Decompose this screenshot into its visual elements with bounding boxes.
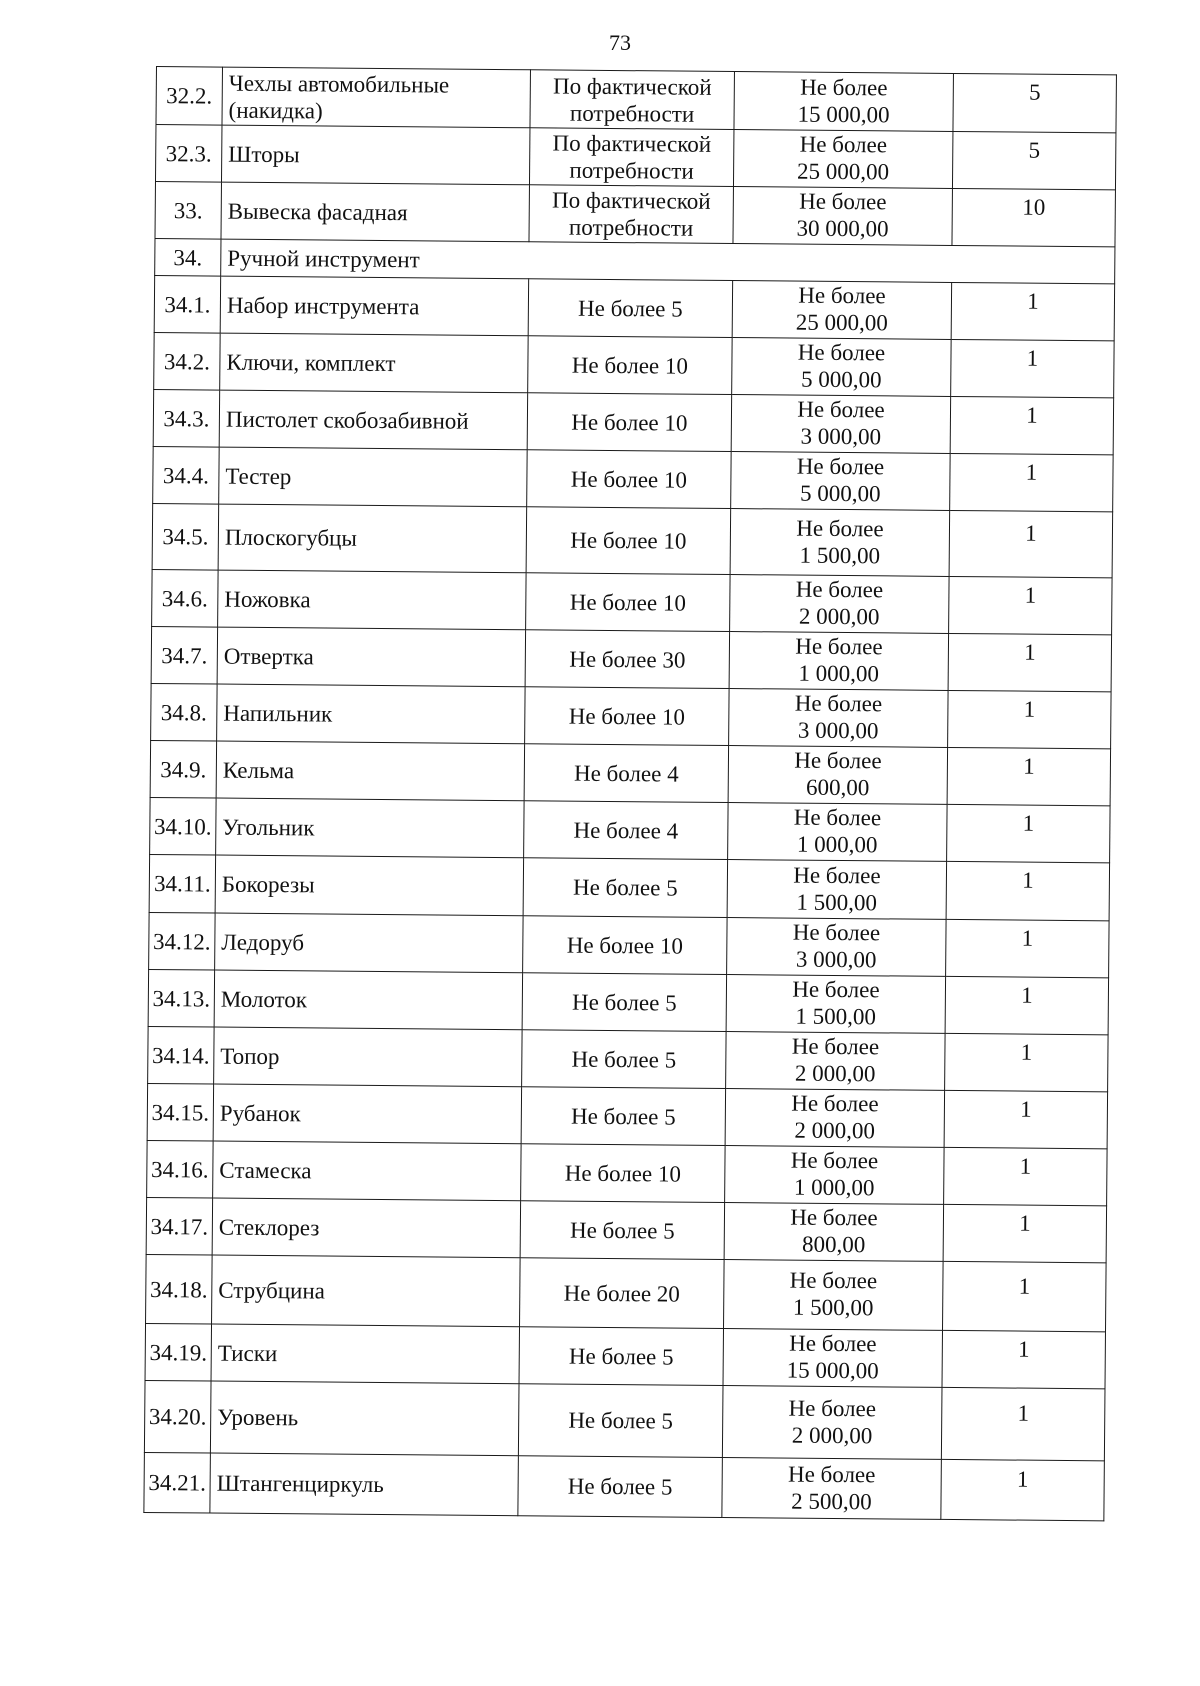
price-value: 1 000,00 [796,831,878,858]
table-row [146,1197,1106,1262]
price-value: 1 000,00 [793,1174,875,1201]
price-label: Не более [796,453,885,480]
table-row [154,275,1114,340]
table-row [144,1452,1104,1520]
item-name: Ножовка [218,570,526,630]
row-number: 34.4. [153,446,219,504]
item-name: Ключи, комплект [220,333,528,393]
table-row [146,1254,1107,1331]
item-term: 1 [945,1033,1108,1091]
item-term: 1 [947,804,1110,862]
price-value: 1 500,00 [792,1294,874,1321]
price-value: 2 000,00 [791,1422,873,1448]
row-number: 34.19. [145,1323,211,1381]
item-quantity: Не более 10 [523,916,727,975]
item-name: Пистолет скобозабивной [219,390,527,450]
item-term: 1 [944,1147,1107,1205]
price-value: 2 000,00 [794,1117,876,1144]
price-value: 30 000,00 [796,215,889,242]
table-row [152,503,1113,577]
item-term: 1 [942,1261,1106,1331]
item-price [728,803,947,862]
row-number: 34.7. [151,626,217,684]
item-term: 1 [951,282,1114,340]
item-quantity: Не более 5 [522,973,726,1032]
item-price [726,975,945,1034]
price-value: 5 000,00 [800,366,882,393]
price-value: 3 000,00 [795,946,877,973]
table-row [148,1026,1108,1091]
table-row [149,854,1109,920]
item-name: Плоскогубцы [218,504,527,573]
item-price [722,1385,942,1459]
price-label: Не более [791,1090,879,1117]
item-quantity: Не более 10 [528,336,732,395]
price-label: Не более [799,131,888,158]
row-number: 34.16. [147,1140,213,1198]
item-quantity: По фактической потребности [529,128,733,187]
item-term: 1 [950,453,1113,511]
item-quantity: Не более 10 [527,393,731,452]
price-label: Не более [794,747,882,774]
item-term: 1 [945,976,1108,1034]
item-quantity: Не более 5 [520,1201,724,1260]
item-term: 1 [942,1330,1105,1388]
item-quantity: Не более 4 [524,744,728,803]
table-row [153,389,1113,454]
item-price [730,575,949,634]
item-term: 5 [952,131,1115,189]
price-label: Не более [795,576,884,603]
item-price [729,689,948,748]
norms-table [143,66,1117,1521]
price-label: Не более [792,976,880,1003]
item-name: Топор [214,1027,522,1087]
item-price [727,918,946,977]
item-name: Тиски [211,1324,519,1384]
item-price [731,452,950,511]
price-value: 1 500,00 [795,1003,877,1030]
item-name: Стеклорез [212,1198,520,1258]
item-name: Шторы [221,125,529,185]
table-row [150,740,1110,805]
item-term: 1 [948,633,1111,691]
table-row [152,569,1112,634]
item-quantity: По фактической потребности [530,70,734,130]
item-term: 1 [941,1459,1105,1520]
row-number: 34.10. [150,797,216,855]
item-price [733,130,952,189]
item-quantity: Не более 5 [519,1327,723,1386]
row-number: 34.1. [154,275,220,333]
price-value: 15 000,00 [797,101,890,127]
item-quantity: Не более 10 [526,507,731,575]
price-label: Не более [792,919,881,946]
item-quantity: Не более 10 [521,1144,725,1203]
item-name: Струбцина [212,1255,521,1327]
table-row [154,332,1114,397]
item-term: 1 [950,396,1113,454]
item-price [729,632,948,691]
item-price [724,1260,944,1331]
price-label: Не более [788,1395,877,1421]
row-number: 34.13. [148,969,214,1027]
price-label: Не более [793,862,881,888]
table-row [147,1083,1107,1148]
item-term: 1 [946,861,1109,920]
item-quantity: По фактической потребности [529,185,733,244]
item-term: 5 [953,73,1117,132]
row-number: 34.9. [150,740,216,798]
item-term: 1 [947,747,1110,805]
row-number: 34.12. [149,912,215,970]
item-term: 10 [952,188,1115,246]
price-label: Не более [793,804,882,831]
item-name: Отвертка [217,627,525,687]
table-row [151,683,1111,748]
item-name: Вывеска фасадная [221,182,529,242]
item-term: 1 [948,690,1111,748]
row-number: 34.20. [144,1380,211,1453]
row-number: 34.21. [144,1452,211,1513]
item-term: 1 [944,1090,1107,1148]
page-number: 73 [609,30,631,55]
price-label: Не более [789,1330,877,1357]
price-label: Не более [800,74,888,100]
row-number: 34.18. [146,1254,213,1324]
price-value: 2 500,00 [791,1488,872,1514]
item-name: Кельма [216,741,524,801]
row-number: 34.11. [149,854,216,913]
price-label: Не более [791,1033,880,1060]
item-price [727,860,946,920]
item-quantity: Не более 5 [521,1087,725,1146]
item-name: Угольник [216,798,524,858]
item-price [732,281,951,340]
item-quantity: Не более 30 [525,630,729,689]
item-term: 1 [943,1204,1106,1262]
row-number: 34.5. [152,503,219,570]
item-price [731,395,950,454]
price-value: 3 000,00 [797,717,879,744]
price-value: 25 000,00 [795,309,888,336]
table-row [144,1380,1105,1460]
table-row [155,181,1115,246]
table-row [151,626,1111,691]
item-price [730,509,950,577]
price-value: 1 000,00 [798,660,880,687]
price-label: Не более [790,1204,878,1231]
item-name: Чехлы автомобильные (накидка) [222,67,530,128]
table-row [156,67,1116,133]
price-value: 5 000,00 [799,480,881,507]
items-list [144,275,1115,1520]
item-price [732,338,951,397]
price-value: 2 000,00 [798,603,880,630]
table-row [147,1140,1107,1205]
price-value: 800,00 [802,1231,866,1258]
row-number: 34.3. [153,389,219,447]
item-quantity: Не более 5 [518,1456,723,1518]
item-quantity: Не более 5 [522,1030,726,1089]
item-price [725,1089,944,1148]
price-value: 15 000,00 [786,1357,879,1384]
item-quantity: Не более 5 [528,279,732,338]
price-value: 1 500,00 [799,542,881,568]
item-name: Бокорезы [215,855,523,916]
table-row [148,969,1108,1034]
item-price [723,1329,942,1388]
item-name: Стамеска [213,1141,521,1201]
table-row [149,912,1109,977]
item-term: 1 [949,576,1112,634]
price-value: 25 000,00 [796,158,890,185]
item-price [726,1032,945,1091]
item-term: 1 [949,510,1113,577]
item-price [724,1203,943,1262]
price-value: 3 000,00 [800,423,882,450]
section-title: Ручной инструмент [221,239,1115,284]
table-row [155,125,1115,190]
item-name: Набор инструмента [220,276,528,336]
price-label: Не более [797,396,885,423]
price-label: Не более [790,1147,879,1174]
section-number: 34. [155,238,221,276]
item-term: 1 [946,919,1109,977]
price-label: Не более [795,633,883,660]
row-number: 32.3. [155,125,221,183]
item-price [725,1146,944,1205]
item-quantity: Не более 5 [523,858,727,918]
price-label: Не более [794,690,883,717]
item-name: Тестер [219,447,527,507]
item-name: Рубанок [213,1084,521,1144]
row-number: 34.8. [151,683,217,741]
row-number: 33. [155,181,221,239]
item-quantity: Не более 4 [524,801,728,860]
item-term: 1 [941,1387,1105,1460]
item-quantity: Не более 10 [527,450,731,509]
price-label: Не более [798,282,886,309]
item-name: Напильник [217,684,525,744]
row-number: 34.17. [146,1197,212,1255]
item-name: Ледоруб [215,913,523,973]
price-value: 2 000,00 [794,1060,876,1087]
table-row [150,797,1110,862]
item-price [734,72,953,132]
price-value: 600,00 [805,774,870,801]
row-number: 34.6. [152,569,218,627]
table-row [145,1323,1105,1388]
row-number: 32.2. [156,67,223,126]
item-quantity: Не более 20 [520,1258,725,1329]
price-value: 1 500,00 [796,889,878,915]
row-number: 34.14. [148,1026,214,1084]
row-number: 34.15. [147,1083,213,1141]
price-label: Не более [796,515,884,541]
price-label: Не более [797,339,886,366]
item-name: Молоток [214,970,522,1030]
item-price [722,1457,942,1519]
item-quantity: Не более 5 [518,1384,723,1458]
price-label: Не более [787,1461,876,1487]
item-name: Штангенциркуль [210,1453,519,1516]
item-term: 1 [951,339,1114,397]
table-row [153,446,1113,511]
item-price [728,746,947,805]
item-name: Уровень [210,1381,519,1456]
item-quantity: Не более 10 [526,573,730,632]
item-quantity: Не более 10 [525,687,729,746]
price-label: Не более [789,1267,878,1294]
price-label: Не более [799,188,887,215]
item-price [733,187,952,246]
row-number: 34.2. [154,332,220,390]
